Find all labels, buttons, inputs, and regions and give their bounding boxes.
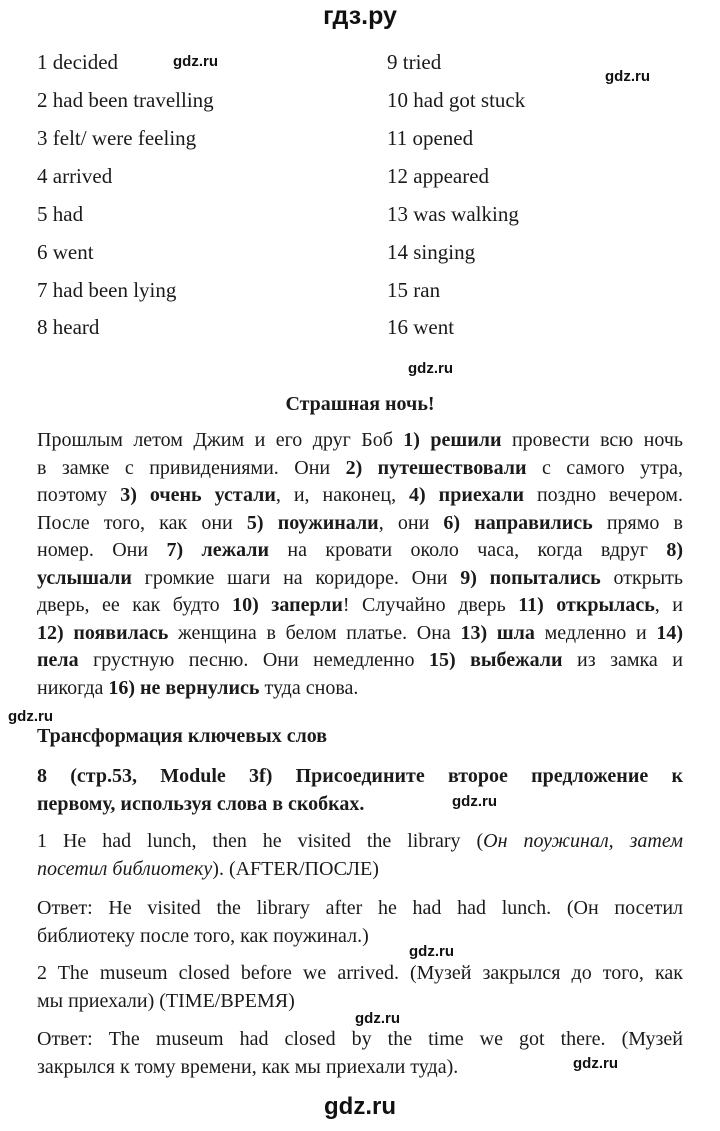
watermark-text: gdz.ru (8, 708, 53, 725)
watermark-text: gdz.ru (173, 53, 218, 70)
answer-line: Ответ: He visited the library after he had had lunch. (Он посетил (37, 897, 683, 919)
watermark-text: gdz.ru (605, 68, 650, 85)
story-title: Страшная ночь! (285, 393, 435, 415)
answer-item: 8 heard (37, 315, 100, 339)
answer-item: 15 ran (387, 278, 441, 302)
story-line: дверь, ее как будто 10) заперли! Случайно дверь 11) открылась, и (37, 594, 684, 616)
exercise-line: посетил библиотеку). (AFTER/ПОСЛЕ) (37, 857, 379, 880)
story-line: поэтому 3) очень устали, и, наконец, 4) приехали поздно вечером. (37, 484, 683, 506)
story-paragraph (37, 427, 683, 702)
answer-line: библиотеку после того, как поужинал.) (37, 924, 369, 947)
section-title: Трансформация ключевых слов (37, 725, 328, 747)
watermark-text: gdz.ru (452, 793, 497, 810)
story-line: услышали громкие шаги на коридоре. Они 9) попытались открыть (37, 566, 683, 589)
exercise-item-1 (37, 828, 683, 883)
exercise-item-2 (37, 960, 683, 1015)
story-line: Прошлым летом Джим и его друг Боб 1) решили провести всю ночь (37, 429, 684, 451)
answer-item: 12 appeared (387, 164, 490, 188)
answer-1 (37, 895, 683, 950)
answer-item: 6 went (37, 240, 94, 264)
answer-item: 4 arrived (37, 164, 113, 188)
exercise-line: 1 He had lunch, then he visited the library (Он поужинал, затем (37, 830, 683, 852)
answer-item: 2 had been travelling (37, 88, 214, 112)
answer-item: 11 opened (387, 126, 474, 150)
exercise-line: мы приехали) (TIME/ВРЕМЯ) (37, 989, 295, 1012)
story-line: После того, как они 5) поужинали, они 6) направились прямо в (37, 511, 683, 534)
watermark-text: gdz.ru (355, 1010, 400, 1027)
watermark-text: gdz.ru (409, 943, 454, 960)
task-line: первому, используя слова в скобках. (37, 792, 365, 815)
exercise-line: 2 The museum closed before we arrived. (Музей закрылся до того, как (37, 962, 683, 984)
footer-watermark: gdz.ru (324, 1093, 396, 1120)
answer-item: 3 felt/ were feeling (37, 126, 197, 150)
answer-item: 7 had been lying (37, 278, 177, 302)
site-header: гдз.ру (323, 2, 397, 30)
answer-item: 16 went (387, 315, 455, 339)
answer-2 (37, 1026, 683, 1081)
answer-item: 10 had got stuck (387, 88, 526, 112)
answer-line: Ответ: The museum had closed by the time we got there. (Музей (37, 1028, 683, 1050)
story-line: в замке с привидениями. Они 2) путешествовали с самого утра, (37, 456, 683, 479)
watermark-text: gdz.ru (408, 360, 453, 377)
story-line: пела грустную песню. Они немедленно 15) выбежали из замка и (37, 649, 683, 671)
answer-line: закрылся к тому времени, как мы приехали туда). (37, 1055, 459, 1078)
answer-item: 14 singing (387, 240, 476, 264)
task-heading (37, 763, 683, 818)
answer-item: 9 tried (387, 50, 442, 74)
watermark-text: gdz.ru (573, 1055, 618, 1072)
story-line: номер. Они 7) лежали на кровати около часа, когда вдруг 8) (37, 539, 683, 561)
story-line: никогда 16) не вернулись туда снова. (37, 676, 359, 699)
task-line: 8 (стр.53, Module 3f) Присоедините второе предложение к (37, 765, 683, 787)
answer-item: 5 had (37, 202, 84, 226)
story-line: 12) появилась женщина в белом платье. Она 13) шла медленно и 14) (37, 621, 683, 644)
answer-item: 1 decided (37, 50, 119, 74)
answer-item: 13 was walking (387, 202, 519, 226)
